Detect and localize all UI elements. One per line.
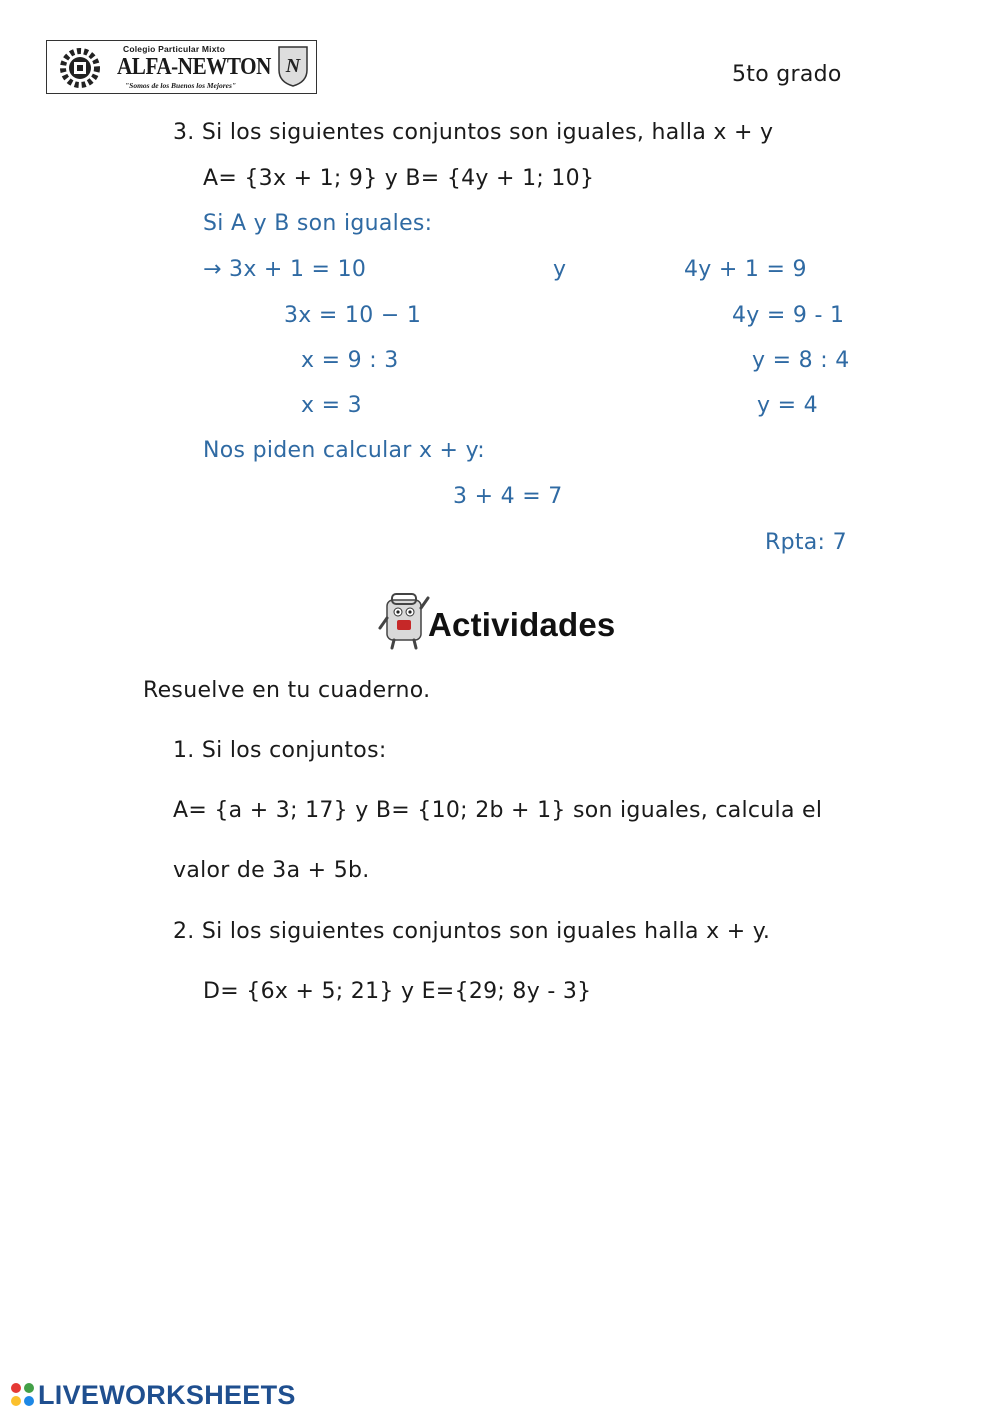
- problem3-statement: 3. Si los siguientes conjuntos son iguales, halla x + y: [173, 120, 774, 145]
- problem3-intro: Si A y B son iguales:: [203, 211, 433, 236]
- logo-subtitle: Colegio Particular Mixto: [123, 44, 226, 54]
- logo-name: ALFA-NEWTON: [117, 54, 271, 80]
- gear-emblem-icon: [57, 46, 103, 90]
- problem3-sum: 3 + 4 = 7: [453, 484, 563, 509]
- left-step-4: x = 3: [301, 393, 362, 418]
- problem3-answer: Rpta: 7: [765, 530, 847, 555]
- activity2-line1: 2. Si los siguientes conjuntos son iguales halla x + y.: [173, 919, 771, 944]
- right-step-2: 4y = 9 - 1: [732, 303, 845, 328]
- backpack-mascot-icon: [378, 588, 430, 650]
- logo-motto: "Somos de los Buenos los Mejores": [125, 81, 237, 90]
- liveworksheets-logo-icon: [8, 1380, 38, 1410]
- shield-emblem-icon: [276, 44, 310, 88]
- left-step-1: → 3x + 1 = 10: [203, 257, 367, 282]
- footer-brand[interactable]: LIVEWORKSHEETS: [38, 1380, 296, 1410]
- activities-title: Actividades: [428, 606, 616, 643]
- left-step-3: x = 9 : 3: [301, 348, 399, 373]
- activity1-line1: 1. Si los conjuntos:: [173, 738, 387, 763]
- grade-label: 5to grado: [732, 62, 842, 87]
- school-logo: [46, 40, 317, 94]
- activity1-line2: A= {a + 3; 17} y B= {10; 2b + 1} son iguales, calcula el: [173, 798, 823, 823]
- right-step-1: 4y + 1 = 9: [684, 257, 807, 282]
- problem3-sets: A= {3x + 1; 9} y B= {4y + 1; 10}: [203, 166, 595, 191]
- activity1-line3: valor de 3a + 5b.: [173, 858, 370, 883]
- problem3-ask: Nos piden calcular x + y:: [203, 438, 486, 463]
- left-step-2: 3x = 10 − 1: [284, 303, 422, 328]
- activity2-line2: D= {6x + 5; 21} y E={29; 8y - 3}: [203, 979, 592, 1004]
- conjunction-y: y: [553, 257, 567, 282]
- right-step-4: y = 4: [757, 393, 818, 418]
- shield-letter: N: [285, 55, 301, 77]
- activities-instruction: Resuelve en tu cuaderno.: [143, 678, 431, 703]
- right-step-3: y = 8 : 4: [752, 348, 850, 373]
